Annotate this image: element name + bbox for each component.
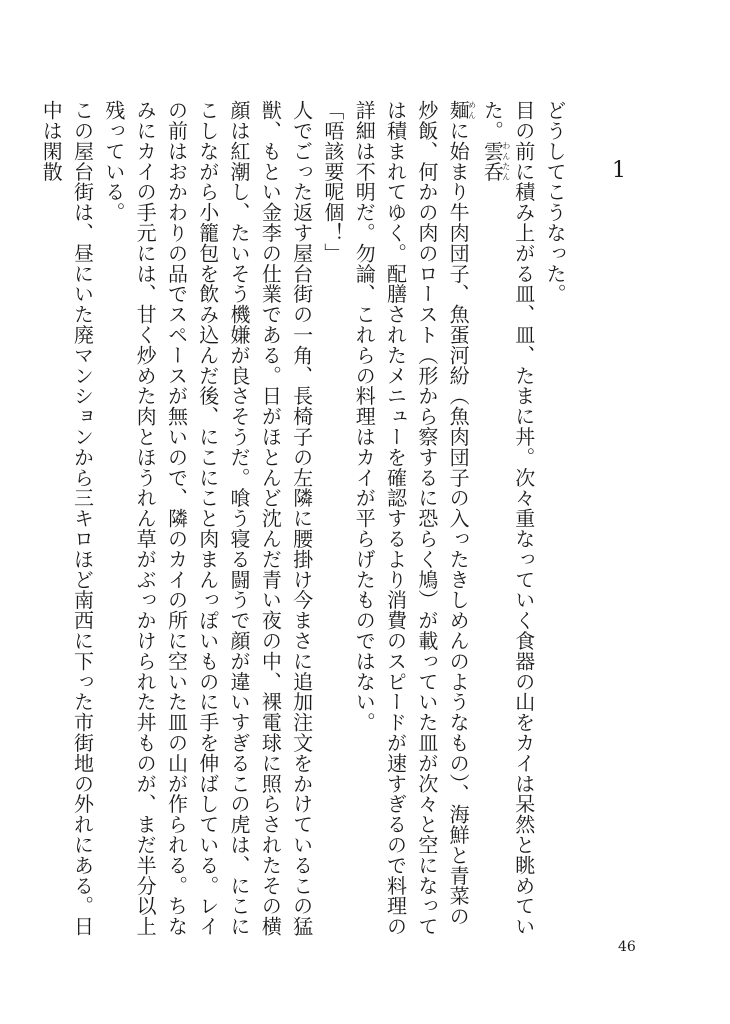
paragraph-1: どうしてこうなった。 xyxy=(543,100,567,304)
chapter-number: 1 xyxy=(612,158,626,183)
paragraph-4: 「唔該要呢個！」 xyxy=(320,100,345,264)
paragraph-3 xyxy=(348,100,476,945)
paragraph-2-text: 目の前に積み上がる皿、皿、たまに丼。次々重なっていく食器の山をカイは呆然と眺めていた。 xyxy=(480,100,536,937)
ruby-wonton-first: 雲 xyxy=(480,140,505,162)
paragraph-2 xyxy=(476,100,539,945)
ruby-wonton-second: 呑 xyxy=(480,161,505,182)
paragraph-3-text: に始まり牛肉団子、魚蛋河紛（魚肉団子の入ったきしめんのようなもの）、海鮮と青菜の炒飯、何かの肉のロースト（形から察するに恐らく鳩）が載っていた皿が次々と空になっては積まれてゆく。配膳されたメニューを確認するより消費のスピードが速すぎるので料理の詳細は不明だ。勿論、これらの料理はカイが平らげたものではない。 xyxy=(352,100,471,937)
body-text xyxy=(39,100,570,945)
ruby-wonton-reading: わんたん xyxy=(501,140,511,182)
paragraph-5: 人でごった返す屋台街の一角、長椅子の左隣に腰掛け今まさに追加注文をかけているこの猛獣、もとい金李の仕業である。日がほとんど沈んだ青い夜の中、裸電球に照らされたその横顔は紅潮し、たいそう機嫌が良さそうだ。喰う寝る闘うで顔が違いすぎるこの虎は、にこにこしながら小籠包を飲み込んだ後、にこにこと肉まんっぽいものに手を伸ばしている。レイの前はおかわりの品でスペースが無いので、隣のカイの所に空いた皿の山が作られる。ちなみにカイの手元には、甘く炒めた肉とほうれん草がぶっかけられた丼ものが、まだ半分以上残っている。 xyxy=(101,100,314,937)
ruby-wonton xyxy=(480,140,511,182)
ruby-men xyxy=(446,100,477,121)
page-number: 46 xyxy=(618,939,636,955)
ruby-men-reading: めん xyxy=(467,100,477,121)
ruby-men-base: 麺 xyxy=(446,100,471,121)
paragraph-6: この屋台街は、昼にいた廃マンションから三キロほど南西に下った市街地の外れにある。日中は閑散 xyxy=(39,100,95,937)
